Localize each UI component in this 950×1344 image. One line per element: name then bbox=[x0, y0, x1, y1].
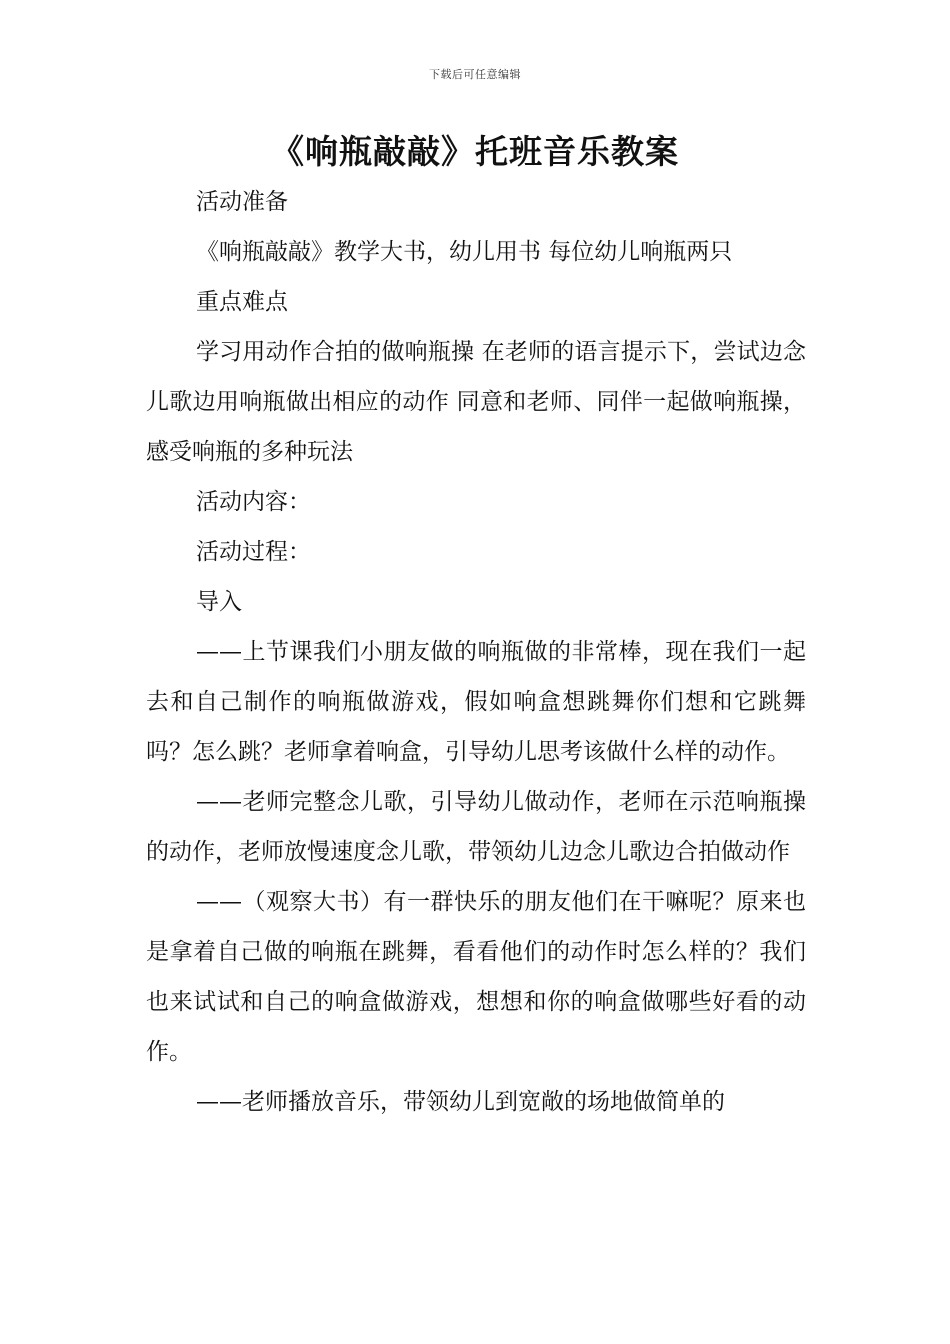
heading-content: 活动内容： bbox=[196, 489, 311, 515]
document-title: 《响瓶敲敲》托班音乐教案 bbox=[271, 132, 679, 171]
heading-key-points: 重点难点 bbox=[196, 289, 288, 315]
paragraph-step-4: ——老师播放音乐，带领幼儿到宽敞的场地做简单的 bbox=[196, 1089, 725, 1115]
paragraph-step-1: ——上节课我们小朋友做的响瓶做的非常棒，现在我们一起去和自己制作的响瓶做游戏，假如响盒想跳舞你们想和它跳舞吗？怎么跳？老师拿着响盒，引导幼儿思考该做什么样的动作。 bbox=[146, 639, 806, 765]
page-header-note: 下载后可任意编辑 bbox=[429, 68, 521, 81]
paragraph-materials: 《响瓶敲敲》教学大书，幼儿用书 每位幼儿响瓶两只 bbox=[196, 239, 733, 265]
heading-preparation: 活动准备 bbox=[196, 189, 288, 215]
paragraph-step-2: ——老师完整念儿歌，引导幼儿做动作，老师在示范响瓶操的动作，老师放慢速度念儿歌，带领幼儿边念儿歌边合拍做动作 bbox=[146, 789, 806, 865]
heading-process: 活动过程： bbox=[196, 539, 311, 565]
paragraph-goals: 学习用动作合拍的做响瓶操 在老师的语言提示下，尝试边念儿歌边用响瓶做出相应的动作 同意和老师、同伴一起做响瓶操，感受响瓶的多种玩法 bbox=[146, 339, 806, 465]
heading-introduction: 导入 bbox=[196, 589, 242, 615]
document-body bbox=[146, 177, 806, 1127]
paragraph-step-3: ——（观察大书）有一群快乐的朋友他们在干嘛呢？原来也是拿着自己做的响瓶在跳舞，看看他们的动作时怎么样的？我们也来试试和自己的响盒做游戏，想想和你的响盒做哪些好看的动作。 bbox=[146, 889, 806, 1065]
